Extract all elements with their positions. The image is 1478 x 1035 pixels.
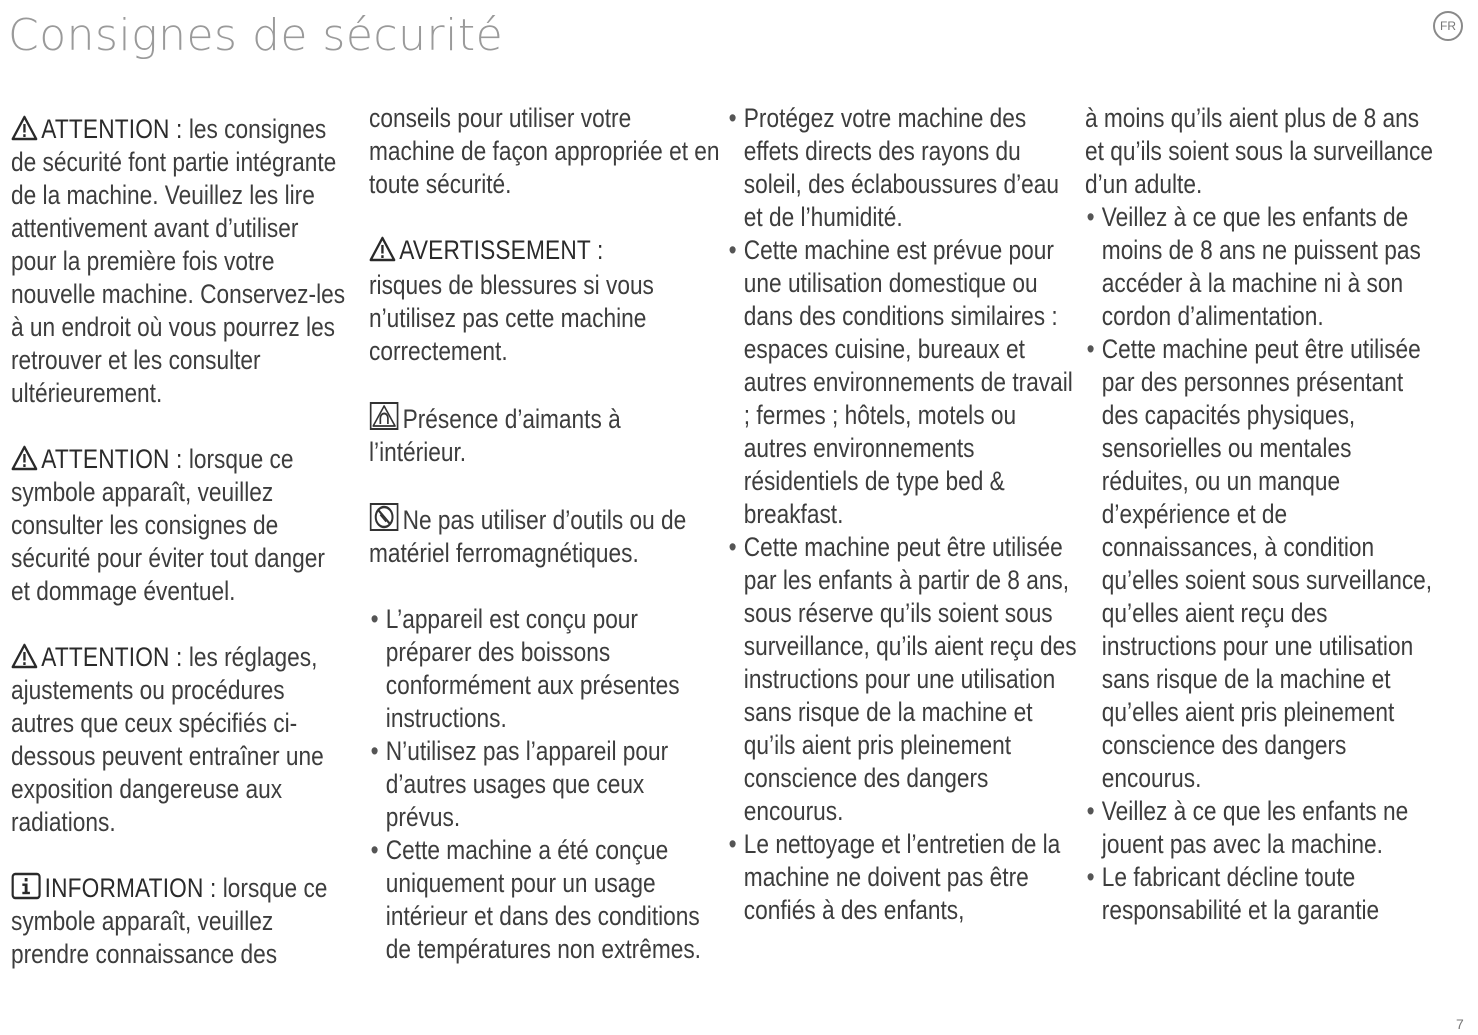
page-title: Consignes de sécurité <box>8 10 504 61</box>
page-number: 7 <box>1456 1016 1464 1032</box>
column-1 <box>11 102 347 971</box>
info-icon <box>11 872 41 900</box>
list-item: • Cette machine a été conçue uniquement pour un usage intérieur et dans des conditions de températures non extrêmes. <box>369 834 722 966</box>
warning-label: AVERTISSEMENT : <box>399 235 604 265</box>
list-item: • Veillez à ce que les enfants ne jouent pas avec la machine. <box>1085 795 1438 861</box>
attention-block-1 <box>11 113 347 410</box>
warning-text: risques de blessures si vous n’utilisez pas cette machine correctement. <box>369 270 654 366</box>
no-tools-text: Ne pas utiliser d’outils ou de matériel ferromagnétiques. <box>369 505 687 568</box>
magnets-text: Présence d’aimants à l’intérieur. <box>369 404 621 467</box>
continued-text: à moins qu’ils aient plus de 8 ans et qu’ils soient sous la surveillance d’un adulte. <box>1085 103 1433 199</box>
bullet-list <box>727 102 1080 927</box>
attention-block-3 <box>11 641 347 839</box>
list-item: • Le fabricant décline toute responsabilité et la garantie <box>1085 861 1438 927</box>
warning-triangle-icon <box>11 445 38 471</box>
attention-label: ATTENTION : <box>41 114 183 144</box>
list-item: • L’appareil est conçu pour préparer des boissons conformément aux présentes instructions. <box>369 603 722 735</box>
attention-block-2 <box>11 443 347 608</box>
list-item: • Cette machine peut être utilisée par des personnes présentant des capacités physiques, sensorielles ou mentales réduites, ou un manque d’expérience et de connaissances, à condition qu’elles soient sous surveillance, qu’elles aient reçu des instructions pour une utilisation sans risque de la machine et qu’elles aient pris pleinement conscience des dangers encourus. <box>1085 333 1438 795</box>
attention-label: ATTENTION : <box>41 642 183 672</box>
bullet-list <box>369 603 722 966</box>
information-label: INFORMATION : <box>44 873 217 903</box>
list-item: • Cette machine peut être utilisée par les enfants à partir de 8 ans, sous réserve qu’ils soient sous surveillance, qu’ils aient reçu des instructions pour une utilisation sans risque de la machine et qu’ils aient pris pleinement conscience des dangers encourus. <box>727 531 1080 828</box>
language-badge: FR <box>1433 11 1463 41</box>
bullet-list <box>1085 201 1438 927</box>
attention-text: les consignes de sécurité font partie intégrante de la machine. Veuillez les lire attentivement avant d’utiliser pour la première fois votre nouvelle machine. Conservez-les à un endroit où vous pourrez les retrouver et les consulter ultérieurement. <box>11 114 346 408</box>
attention-text: les réglages, ajustements ou procédures autres que ceux spécifiés ci-dessous peuvent entraîner une exposition dangereuse aux radiations. <box>11 642 324 837</box>
list-item: • Le nettoyage et l’entretien de la machine ne doivent pas être confiés à des enfants, <box>727 828 1080 927</box>
list-item: • Protégez votre machine des effets directs des rayons du soleil, des éclaboussures d’eau et de l’humidité. <box>727 102 1080 234</box>
list-item: • N’utilisez pas l’appareil pour d’autres usages que ceux prévus. <box>369 735 722 834</box>
attention-text: lorsque ce symbole apparaît, veuillez consulter les consignes de sécurité pour éviter tout danger et dommage éventuel. <box>11 444 325 606</box>
no-ferromagnetic-tools-icon <box>369 502 399 532</box>
magnet-warning-icon <box>369 401 399 431</box>
list-item: • Veillez à ce que les enfants de moins de 8 ans ne puissent pas accéder à la machine ni à son cordon d’alimentation. <box>1085 201 1438 333</box>
warning-triangle-icon <box>11 115 38 141</box>
intro-text: conseils pour utiliser votre machine de façon appropriée et en toute sécurité. <box>369 103 720 199</box>
warning-block <box>369 234 722 368</box>
information-block <box>11 872 347 971</box>
warning-triangle-icon <box>369 236 396 262</box>
column-3 <box>727 102 1080 927</box>
no-tools-block <box>369 502 722 570</box>
column-4 <box>1085 102 1438 927</box>
column-2 <box>369 102 722 966</box>
warning-triangle-icon <box>11 643 38 669</box>
list-item: • Cette machine est prévue pour une utilisation domestique ou dans des conditions similaires : espaces cuisine, bureaux et autres environnements de travail ; fermes ; hôtels, motels ou autres environnements résidentiels de type bed & breakfast. <box>727 234 1080 531</box>
magnets-block <box>369 401 722 469</box>
attention-label: ATTENTION : <box>41 444 183 474</box>
information-text: lorsque ce symbole apparaît, veuillez prendre connaissance des <box>11 873 328 969</box>
